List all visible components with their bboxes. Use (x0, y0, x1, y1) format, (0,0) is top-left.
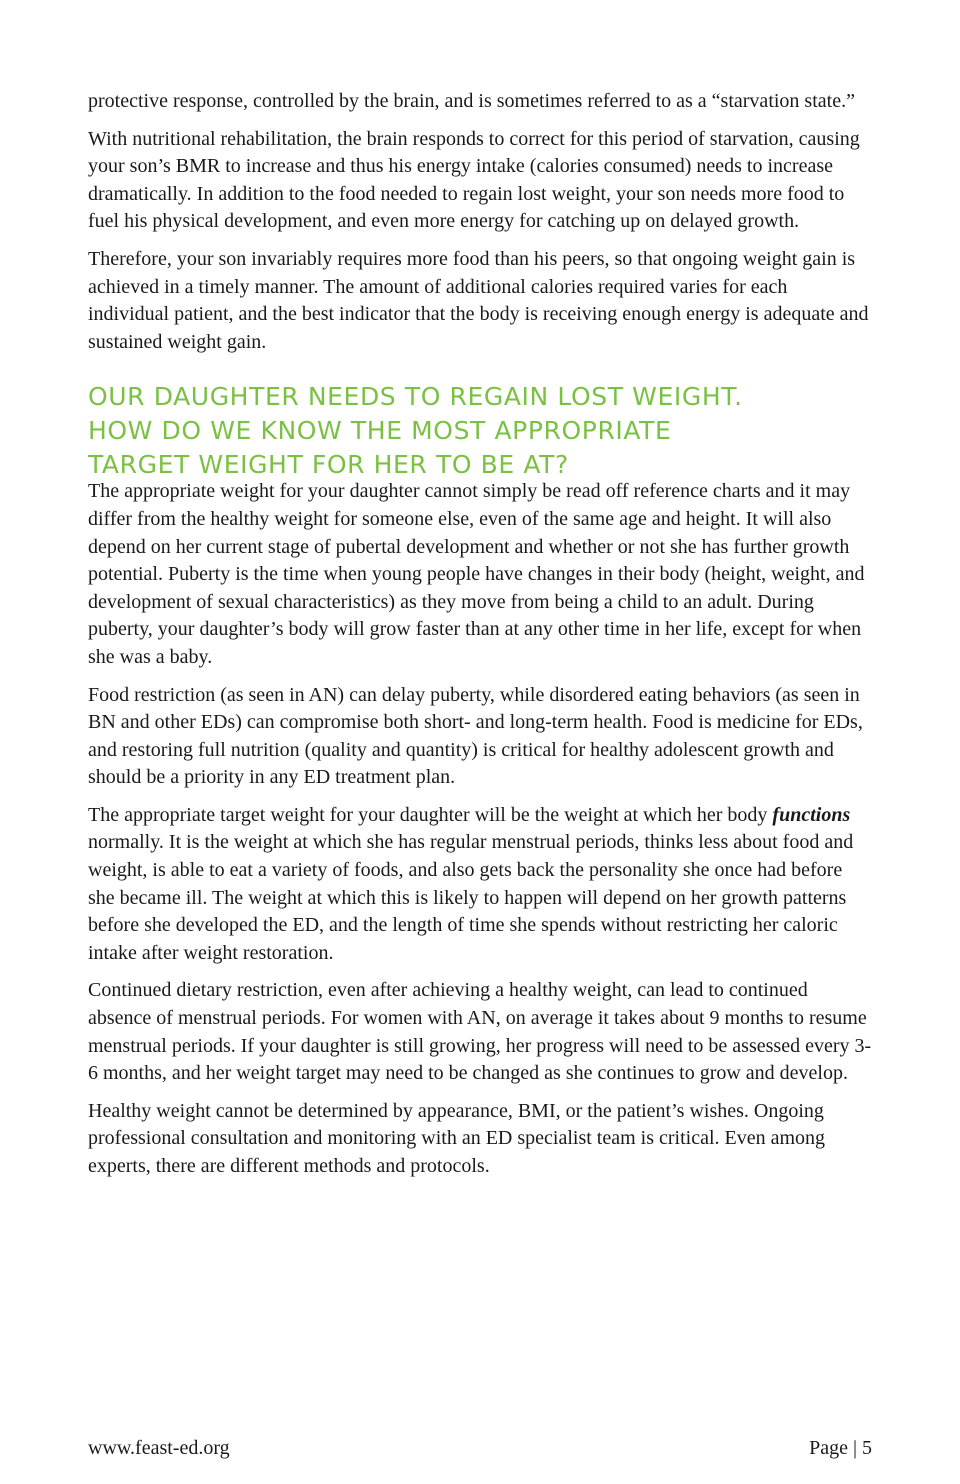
section-heading-line-3: TARGET WEIGHT FOR HER TO BE AT? (88, 450, 569, 480)
paragraph-continued-restriction: Continued dietary restriction, even after achieving a healthy weight, can lead to continued absence of menstrual periods. For women with AN, on average it takes about 9 months to resume menstrual periods. If your daughter is still growing, her progress will need to be assessed every 3-6 months, and her weight target may need to be changed as she continues to grow and develop. (88, 979, 872, 1085)
paragraph-nutritional-rehabilitation: With nutritional rehabilitation, the brain responds to correct for this period of starvation, causing your son’s BMR to increase and thus his energy intake (calories consumed) needs to increase dramatically. In addition to the food needed to regain lost weight, your son needs more food to fuel his physical development, and even more energy for catching up on delayed growth. (88, 127, 860, 233)
paragraph-target-weight-functions (88, 802, 872, 968)
functions-emphasis: functions (772, 803, 851, 826)
paragraph-starvation-state: protective response, controlled by the brain, and is sometimes referred to as a “starvation state.” (88, 90, 855, 112)
target-weight-text-before: The appropriate target weight for your daughter will be the weight at which her body (88, 803, 773, 826)
paragraph-food-restriction: Food restriction (as seen in AN) can delay puberty, while disordered eating behaviors (as seen in BN and other EDs) can compromise both short- and long-term health. Food is medicine for EDs, and restoring full nutrition (quality and quantity) is critical for healthy adolescent growth and should be a priority in any ED treatment plan. (88, 683, 863, 789)
section-heading-line-1: OUR DAUGHTER NEEDS TO REGAIN LOST WEIGHT. (88, 382, 743, 412)
target-weight-text-after: normally. It is the weight at which she has regular menstrual periods, thinks less about food and weight, is able to eat a variety of foods, and also gets back the personality she once had before she became ill. The weight at which this is likely to happen will depend on her growth patterns before she developed the ED, and the length of time she spends without restricting her caloric intake after weight restoration. (88, 831, 854, 964)
section-heading-line-2: HOW DO WE KNOW THE MOST APPROPRIATE (88, 416, 672, 446)
document-page (88, 88, 872, 1191)
section-heading (88, 380, 872, 482)
paragraph-healthy-weight-determination: Healthy weight cannot be determined by appearance, BMI, or the patient’s wishes. Ongoing professional consultation and monitoring with an ED specialist team is critical. Even among experts, there are different methods and protocols. (88, 1099, 826, 1177)
paragraph-appropriate-weight: The appropriate weight for your daughter cannot simply be read off reference charts and it may differ from the healthy weight for someone else, even of the same age and height. It will also depend on her current stage of pubertal development and whether or not she has further growth potential. Puberty is the time when young people have changes in their body (height, weight, and development of sexual characteristics) as they move from being a child to an adult. During puberty, your daughter’s body will grow faster than at any other time in her life, except for when she was a baby. (88, 480, 865, 668)
footer-page-number: Page | 5 (809, 1437, 872, 1459)
footer-website: www.feast-ed.org (88, 1437, 230, 1459)
paragraph-more-food-than-peers: Therefore, your son invariably requires more food than his peers, so that ongoing weight gain is achieved in a timely manner. The amount of additional calories required varies for each individual patient, and the best indicator that the body is receiving enough energy is adequate and sustained weight gain. (88, 247, 869, 353)
